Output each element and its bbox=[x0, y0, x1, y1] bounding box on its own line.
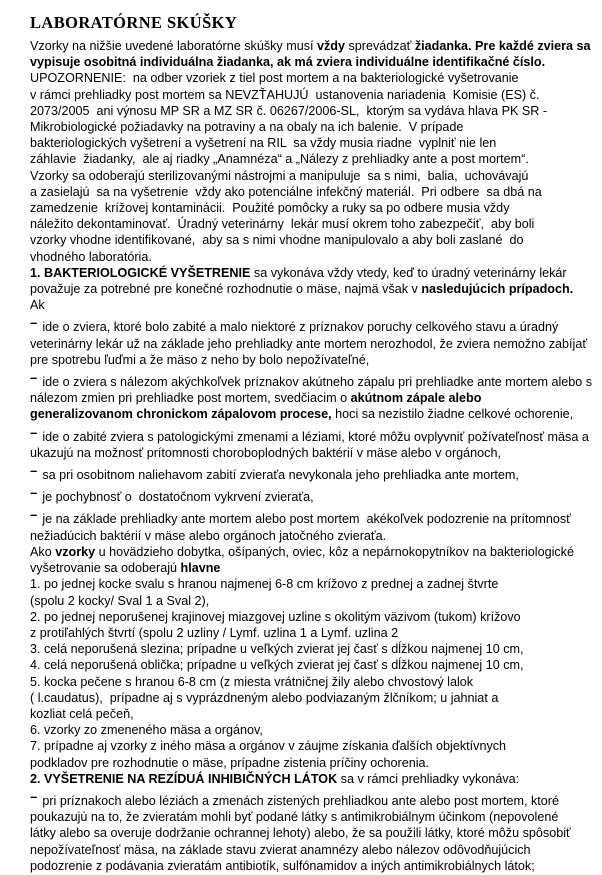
text-line bbox=[30, 609, 582, 625]
bullet-marker: − bbox=[30, 486, 38, 501]
text-run: ide o zabité zviera s patologickými zmenami a léziami, ktoré môžu ovplyvniť požívateľnosť mäsa a bbox=[42, 429, 589, 444]
text-run: 7. prípadne aj vzorky z iného mäsa a orgánov v záujme získania ďalších objektívnych bbox=[30, 739, 507, 754]
text-run: poukazujú na to, že zvieratám mohli byť podané látky s antimikrobiálnym účinkom (nepovolené bbox=[30, 810, 559, 825]
text-line bbox=[30, 135, 582, 151]
bullet-marker: − bbox=[30, 790, 38, 805]
text-line bbox=[30, 528, 582, 544]
text-run: vzorky vhodne identifikované, aby sa s nimi vhodne manipulovalo a aby boli zaslané do bbox=[30, 233, 524, 248]
bullet-item bbox=[30, 508, 582, 543]
text-run: 3. celá neporušená slezina; prípadne u veľkých zvierat jej časť s dĺžkou najmenej 10 cm, bbox=[30, 642, 524, 657]
text-run: 6. vzorky zo zmeneného mäsa a orgánov, bbox=[30, 723, 263, 738]
text-run: z protiľahlých štvrtí (spolu 2 uzliny / Lymf. uzlina 1 a Lymf. uzlina 2 bbox=[30, 625, 399, 640]
text-line bbox=[30, 706, 582, 722]
text-run: Ako bbox=[30, 544, 56, 559]
text-line bbox=[30, 70, 582, 86]
text-run: 2073/2005 ani výnosu MP SR a MZ SR č. 06267/2006-SL, ktorým sa vydáva hlava PK SR - bbox=[30, 103, 548, 118]
text-line bbox=[30, 336, 588, 352]
text-run: Vzorky na nižšie uvedené laboratórne skúšky musí bbox=[30, 39, 317, 53]
text-run: ukazujú na možnosť prítomnosti choroboplodných baktérií v mäse alebo v orgánoch, bbox=[30, 445, 501, 460]
bullet-marker: − bbox=[30, 371, 38, 386]
text-run: veterinárny lekár už na základe jeho prehliadky ante mortem nerozhodol, že zviera nemožno zabíjať bbox=[30, 336, 588, 351]
text-run-bold: 1. BAKTERIOLOGICKÉ VYŠETRENIE bbox=[30, 265, 251, 280]
text-line bbox=[30, 352, 582, 368]
text-run-bold: nasledujúcich prípadoch. bbox=[421, 282, 574, 297]
bullet-marker: − bbox=[30, 426, 38, 441]
text-line bbox=[30, 690, 582, 706]
document-title: LABORATÓRNE SKÚŠKY bbox=[30, 13, 238, 32]
text-line bbox=[30, 151, 582, 167]
text-run: nepožívateľnosť mäsa, na základe stavu zvierat anamnézy alebo nálezov odôvodňujúcich bbox=[30, 842, 531, 857]
text-run-bold: vypisuje osobitná individuálna žiadanka, ak má zviera individuálne identifikačné číslo. bbox=[30, 55, 546, 70]
bullet-item bbox=[30, 486, 582, 505]
text-run: sprevádzať bbox=[345, 39, 415, 53]
text-line bbox=[30, 445, 582, 461]
text-run: nálezom zmien pri prehliadke post mortem, svedčiacim o bbox=[30, 391, 351, 406]
text-run: náležito dekontaminovať. Úradný veterinárny lekár musí okrem toho zabezpečiť, aby boli bbox=[30, 217, 535, 232]
text-line bbox=[30, 641, 582, 657]
text-run: látky alebo sa overuje dodržanie ochrannej lehoty) alebo, že sa použili látky, ktoré môžu spôsobiť bbox=[30, 826, 571, 841]
bullet-marker: − bbox=[30, 508, 38, 523]
text-run: bakteriologických vyšetrení a vyšetrení na RIL sa vždy musia riadne vyplniť nie len bbox=[30, 136, 497, 151]
paragraph bbox=[30, 544, 582, 787]
text-run: podkladov pre rozhodnutie o mäse, prípadne zistenia príčiny ochorenia. bbox=[30, 755, 430, 770]
text-line bbox=[30, 426, 589, 445]
text-line bbox=[30, 738, 582, 754]
text-run: je na základe prehliadky ante mortem alebo post mortem akékoľvek podozrenie na prítomnosť bbox=[42, 512, 571, 527]
bullet-item bbox=[30, 790, 582, 874]
text-line bbox=[30, 674, 582, 690]
text-run: považuje za potrebné pre konečné rozhodnutie o mäse, najmä však v bbox=[30, 282, 422, 297]
text-run: podozrenie z podávania zvieratám antibiotík, sulfónamidov a iných antimikrobiálnych látok; bbox=[30, 858, 535, 873]
text-run: ide o zviera s nálezom akýchkoľvek príznakov akútneho zápalu pri prehliadke ante mortem alebo s bbox=[42, 375, 593, 390]
text-run: sa vykonáva vždy vtedy, keď to úradný veterinárny lekár bbox=[250, 265, 567, 280]
text-run: hoci sa nezistilo žiadne celkové ochorenie, bbox=[331, 407, 574, 422]
text-run: 4. celá neporušená oblička; prípadne u veľkých zvierat jej časť s dĺžkou najmenej 10 cm, bbox=[30, 658, 524, 673]
text-line bbox=[30, 249, 582, 265]
text-line bbox=[30, 508, 582, 527]
text-line bbox=[30, 486, 582, 505]
text-run-bold: generalizovanom chronickom zápalovom procese, bbox=[30, 407, 332, 422]
text-run: ide o zviera, ktoré bolo zabité a malo niektoré z príznakov poruchy celkového stavu a úradný bbox=[42, 320, 559, 335]
text-line bbox=[30, 232, 582, 248]
text-run: ( l.caudatus), prípadne aj s vyprázdneným alebo podviazaným žlčníkom; u jahniat a bbox=[30, 690, 499, 705]
bullet-item bbox=[30, 316, 588, 368]
text-line bbox=[30, 87, 582, 103]
text-line bbox=[30, 809, 582, 825]
text-run: 2. po jednej neporušenej krajinovej miazgovej uzline s okolitým väzivom (tukom) krížovo bbox=[30, 609, 521, 624]
text-line bbox=[30, 842, 582, 858]
text-line bbox=[30, 216, 582, 232]
text-run: (spolu 2 kocky/ Sval 1 a Sval 2), bbox=[30, 593, 210, 608]
text-line bbox=[30, 560, 582, 576]
text-run: Vzorky sa odoberajú sterilizovanými nástrojmi a manipuluje sa s nimi, balia, uchovávajú bbox=[30, 168, 529, 183]
text-line bbox=[30, 297, 582, 313]
text-line bbox=[30, 168, 582, 184]
text-run-bold: hlavne bbox=[180, 561, 221, 576]
text-line bbox=[30, 406, 582, 422]
text-line bbox=[30, 593, 582, 609]
text-line bbox=[30, 755, 582, 771]
text-line bbox=[30, 790, 582, 809]
text-line bbox=[30, 722, 582, 738]
text-line bbox=[30, 825, 582, 841]
bullet-item bbox=[30, 464, 582, 483]
text-run: zamedzenie krížovej kontaminácii. Použité pomôcky a ruky sa po odbere musia vždy bbox=[30, 201, 510, 216]
text-run-bold: vzorky bbox=[55, 544, 96, 559]
text-line bbox=[30, 390, 582, 406]
text-run: záhlavie žiadanky, ale aj riadky „Anamnéza“ a „Nálezy z prehliadky ante a post mortem“. bbox=[30, 152, 529, 167]
text-line bbox=[30, 464, 582, 483]
text-line bbox=[30, 625, 582, 641]
text-line bbox=[30, 544, 582, 560]
text-line bbox=[30, 281, 582, 297]
paragraph bbox=[30, 38, 591, 265]
text-run: pri príznakoch alebo léziách a zmenách zistených prehliadkou ante alebo post mortem, ktoré bbox=[42, 793, 559, 808]
text-run: u hovädzieho dobytka, ošípaných, oviec, kôz a nepárnokopytníkov na bakteriologické bbox=[95, 544, 574, 559]
text-run-bold: akútnom zápale alebo bbox=[350, 391, 482, 406]
bullet-item bbox=[30, 371, 593, 423]
text-line bbox=[30, 657, 582, 673]
text-run-bold: 2. VYŠETRENIE NA REZÍDUÁ INHIBIČNÝCH LÁTOK bbox=[30, 771, 338, 786]
bullet-marker: − bbox=[30, 316, 38, 331]
text-run: nežiadúcich baktérií v mäse alebo orgánoch jatočného zvieraťa. bbox=[30, 528, 387, 543]
text-run: v rámci prehliadky post mortem sa NEVZŤAHUJÚ ustanovenia nariadenia Komisie (ES) č. bbox=[30, 87, 540, 102]
text-line bbox=[30, 54, 582, 70]
text-line bbox=[30, 771, 582, 787]
text-run: a zasielajú sa na vyšetrenie vždy ako potenciálne infekčný materiál. Pri odbere sa dbá na bbox=[30, 184, 542, 199]
text-run-bold: žiadanka. Pre každé zviera sa bbox=[414, 39, 591, 53]
text-run: sa v rámci prehliadky vykonáva: bbox=[337, 771, 520, 786]
text-run: vhodného laboratória. bbox=[30, 249, 152, 264]
text-line bbox=[30, 184, 582, 200]
text-run: pre spotrebu ľuďmi a že mäso z neho by bolo nepožívateľné, bbox=[30, 352, 370, 367]
text-run: je pochybnosť o dostatočnom vykrvení zvieraťa, bbox=[42, 490, 314, 505]
text-run: 1. po jednej kocke svalu s hranou najmenej 6-8 cm krížovo z prednej a zadnej štvrte bbox=[30, 577, 499, 592]
text-run: sa pri osobitnom naliehavom zabití zvieraťa nevykonala jeho prehliadka ante mortem, bbox=[42, 468, 519, 483]
text-run: kozliat celá pečeň, bbox=[30, 706, 134, 721]
text-line bbox=[30, 119, 582, 135]
text-line bbox=[30, 103, 582, 119]
bullet-marker: − bbox=[30, 464, 38, 479]
paragraph bbox=[30, 265, 582, 314]
text-run-bold: vždy bbox=[317, 39, 345, 53]
text-line bbox=[30, 38, 591, 54]
text-line bbox=[30, 265, 582, 281]
text-line bbox=[30, 200, 582, 216]
text-run: vyšetrovanie sa odoberajú bbox=[30, 561, 181, 576]
text-run: Mikrobiologické požiadavky na potraviny a na obaly na ich balenie. V prípade bbox=[30, 120, 464, 135]
document-body bbox=[30, 38, 593, 874]
text-line bbox=[30, 576, 582, 592]
text-run: 5. kocka pečene s hranou 6-8 cm (z miesta vrátničnej žily alebo chvostový lalok bbox=[30, 674, 474, 689]
text-line bbox=[30, 371, 593, 390]
text-run: UPOZORNENIE: na odber vzoriek z tiel post mortem a na bakteriologické vyšetrovanie bbox=[30, 71, 519, 86]
text-line bbox=[30, 858, 582, 874]
text-run: Ak bbox=[30, 298, 45, 313]
text-line bbox=[30, 316, 582, 335]
bullet-item bbox=[30, 426, 589, 461]
